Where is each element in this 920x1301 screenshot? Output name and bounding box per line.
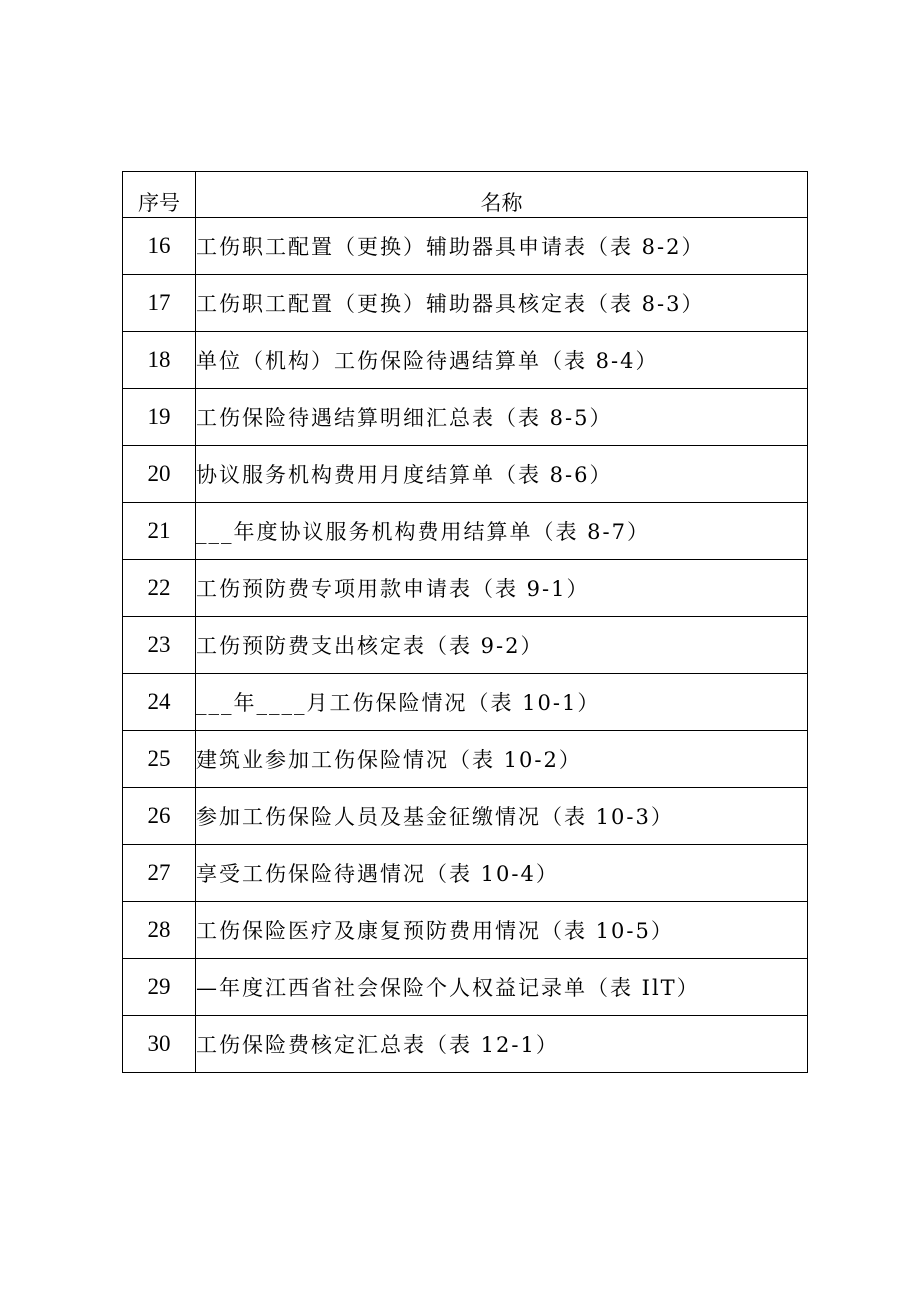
table-row — [123, 218, 808, 275]
table-row — [123, 332, 808, 389]
row-name: 工伤预防费支出核定表（表 9-2） — [196, 617, 808, 674]
row-number: 21 — [123, 503, 196, 560]
row-number: 22 — [123, 560, 196, 617]
header-name: 名称 — [196, 172, 808, 218]
row-number: 16 — [123, 218, 196, 275]
row-number: 25 — [123, 731, 196, 788]
table-row — [123, 845, 808, 902]
table-row — [123, 731, 808, 788]
row-name: 享受工伤保险待遇情况（表 10-4） — [196, 845, 808, 902]
row-name: ___年____月工伤保险情况（表 10-1） — [196, 674, 808, 731]
table-row — [123, 674, 808, 731]
row-number: 20 — [123, 446, 196, 503]
table-row — [123, 560, 808, 617]
row-number: 29 — [123, 959, 196, 1016]
row-number: 30 — [123, 1016, 196, 1073]
row-name: 参加工伤保险人员及基金征缴情况（表 10-3） — [196, 788, 808, 845]
row-number: 23 — [123, 617, 196, 674]
row-number: 19 — [123, 389, 196, 446]
table-row — [123, 959, 808, 1016]
table-row — [123, 902, 808, 959]
table-row — [123, 503, 808, 560]
row-name: 工伤保险医疗及康复预防费用情况（表 10-5） — [196, 902, 808, 959]
row-number: 18 — [123, 332, 196, 389]
row-number: 24 — [123, 674, 196, 731]
row-number: 17 — [123, 275, 196, 332]
row-name: 建筑业参加工伤保险情况（表 10-2） — [196, 731, 808, 788]
row-name: 工伤预防费专项用款申请表（表 9-1） — [196, 560, 808, 617]
table-row — [123, 275, 808, 332]
table-row — [123, 389, 808, 446]
row-number: 26 — [123, 788, 196, 845]
row-number: 28 — [123, 902, 196, 959]
forms-table — [122, 171, 808, 1073]
row-name: 单位（机构）工伤保险待遇结算单（表 8-4） — [196, 332, 808, 389]
row-name: 工伤保险待遇结算明细汇总表（表 8-5） — [196, 389, 808, 446]
row-name: 工伤保险费核定汇总表（表 12-1） — [196, 1016, 808, 1073]
row-name: ___年度协议服务机构费用结算单（表 8-7） — [196, 503, 808, 560]
table-row — [123, 446, 808, 503]
row-name: 协议服务机构费用月度结算单（表 8-6） — [196, 446, 808, 503]
row-name: 工伤职工配置（更换）辅助器具核定表（表 8-3） — [196, 275, 808, 332]
table-row — [123, 1016, 808, 1073]
row-name: —年度江西省社会保险个人权益记录单（表 IlT） — [196, 959, 808, 1016]
table-row — [123, 617, 808, 674]
header-number: 序号 — [123, 172, 196, 218]
row-name: 工伤职工配置（更换）辅助器具申请表（表 8-2） — [196, 218, 808, 275]
table-header-row — [123, 172, 808, 218]
row-number: 27 — [123, 845, 196, 902]
table-row — [123, 788, 808, 845]
